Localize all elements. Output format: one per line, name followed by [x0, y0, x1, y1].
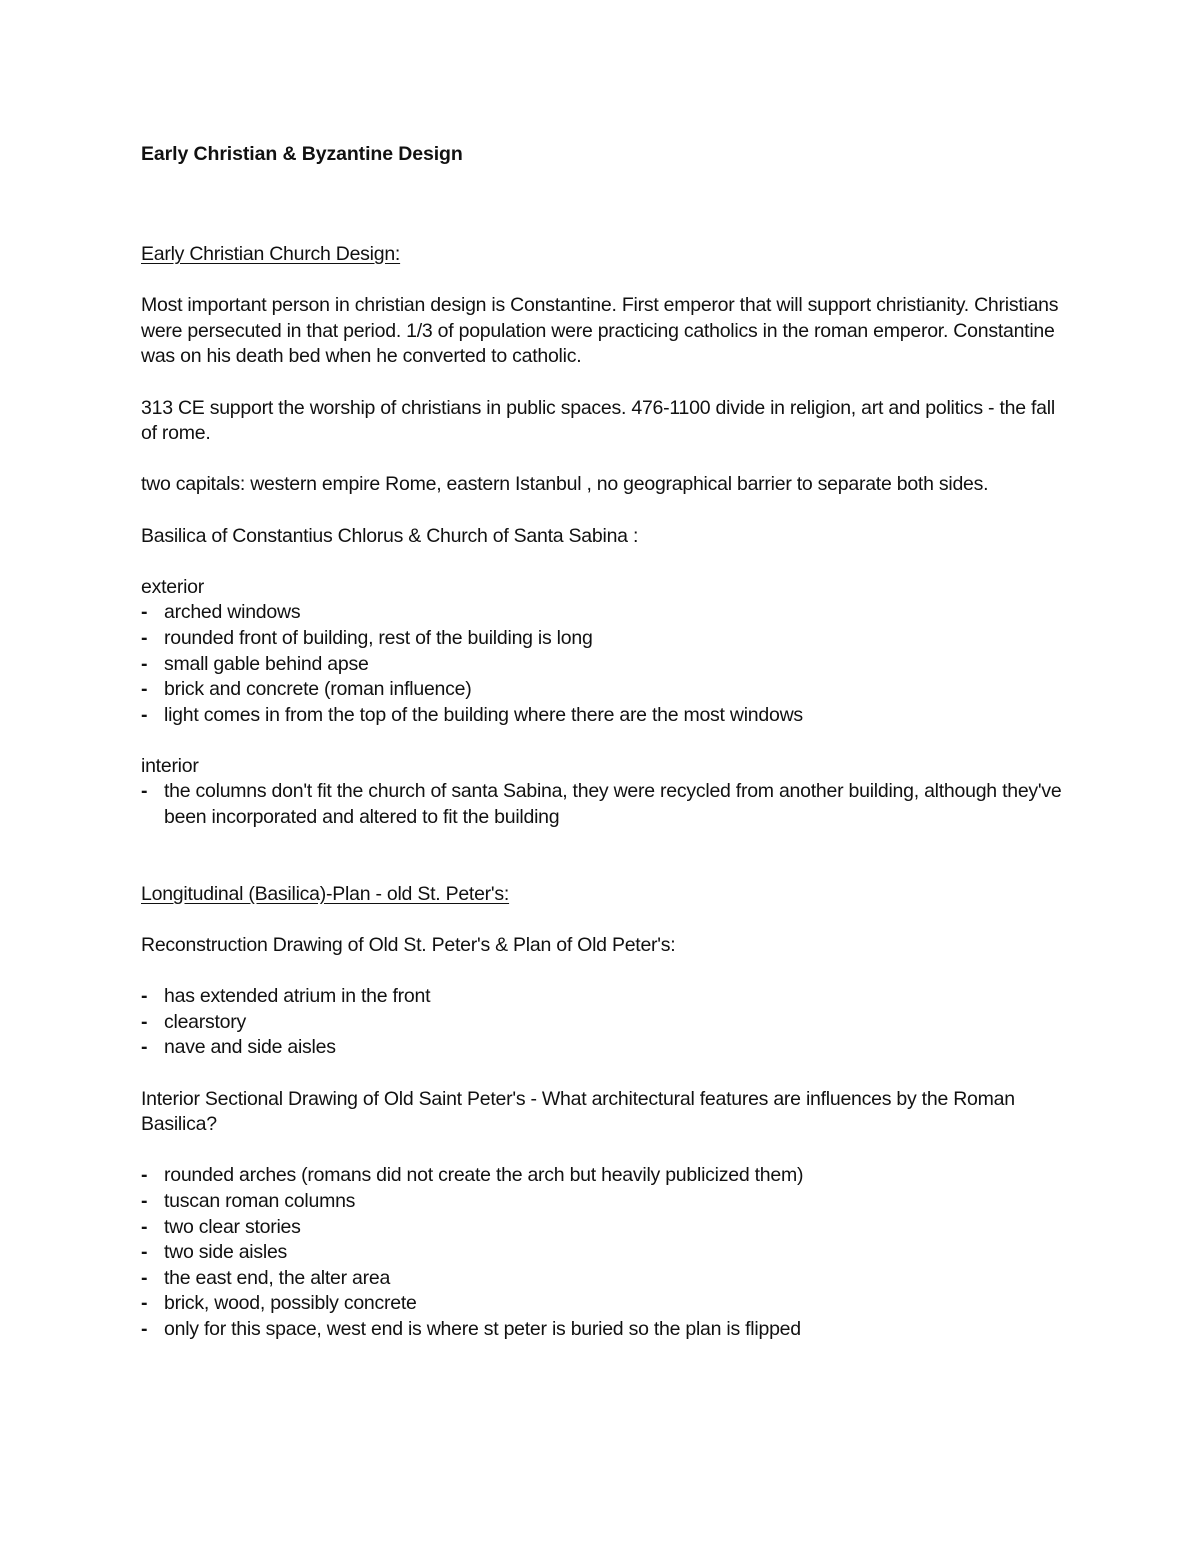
dash-bullet: -	[141, 601, 148, 624]
list-item: - clearstory	[141, 1010, 1071, 1036]
dash-bullet: -	[141, 1266, 148, 1289]
exterior-list	[141, 600, 1071, 728]
interior-label: interior	[141, 754, 199, 777]
list-item: - two side aisles	[141, 1240, 1071, 1266]
section-heading-early-christian: Early Christian Church Design:	[141, 243, 401, 265]
dash-bullet: -	[141, 678, 148, 701]
paragraph-interior-sectional: Interior Sectional Drawing of Old Saint Peter's - What architectural features are influences by the Roman Basilica?	[141, 1087, 1015, 1136]
exterior-label: exterior	[141, 575, 205, 598]
list-item: - the east end, the alter area	[141, 1266, 1071, 1292]
paragraph-reconstruction-drawing: Reconstruction Drawing of Old St. Peter's & Plan of Old Peter's:	[141, 934, 676, 957]
dash-bullet: -	[141, 652, 148, 675]
dash-bullet: -	[141, 780, 148, 803]
list-item: - the columns don't fit the church of santa Sabina, they were recycled from another building, although they've been incorporated and altered to fit the building	[141, 780, 1062, 829]
list-item: - light comes in from the top of the building where there are the most windows	[141, 703, 1071, 729]
list-item: - tuscan roman columns	[141, 1189, 1071, 1215]
list-item: - brick and concrete (roman influence)	[141, 677, 1071, 703]
dash-bullet: -	[141, 1241, 148, 1264]
interior-list	[141, 779, 1071, 830]
list-item: - small gable behind apse	[141, 652, 1071, 678]
dash-bullet: -	[141, 1292, 148, 1315]
list-item: - only for this space, west end is where st peter is buried so the plan is flipped	[141, 1317, 1071, 1343]
list-item: - has extended atrium in the front	[141, 984, 1071, 1010]
dash-bullet: -	[141, 1317, 148, 1340]
list-item: - rounded arches (romans did not create the arch but heavily publicized them)	[141, 1163, 1071, 1189]
dash-bullet: -	[141, 985, 148, 1008]
roman-influence-list	[141, 1163, 1071, 1342]
list-item: - rounded front of building, rest of the building is long	[141, 626, 1071, 652]
section-heading-old-st-peters: Longitudinal (Basilica)-Plan - old St. Peter's:	[141, 882, 510, 905]
dash-bullet: -	[141, 1215, 148, 1238]
dash-bullet: -	[141, 1010, 148, 1033]
paragraph-basilica-santa-sabina: Basilica of Constantius Chlorus & Church of Santa Sabina :	[141, 524, 639, 547]
dash-bullet: -	[141, 1164, 148, 1187]
paragraph-313-ce: 313 CE support the worship of christians in public spaces. 476-1100 divide in religion, art and politics - the fall of rome.	[141, 396, 1055, 445]
list-item: - two clear stories	[141, 1215, 1071, 1241]
list-item: - nave and side aisles	[141, 1035, 1071, 1061]
list-item: - brick, wood, possibly concrete	[141, 1291, 1071, 1317]
paragraph-constantine: Most important person in christian design is Constantine. First emperor that will support christianity. Christians were persecuted in that period. 1/3 of population were practicing catholics in the roman emperor. Constantine was on his death bed when he converted to catholic.	[141, 294, 1059, 368]
document-body	[141, 141, 1071, 1343]
dash-bullet: -	[141, 703, 148, 726]
list-item: - arched windows	[141, 600, 1071, 626]
reconstruction-list	[141, 984, 1071, 1061]
paragraph-two-capitals: two capitals: western empire Rome, eastern Istanbul , no geographical barrier to separate both sides.	[141, 473, 989, 496]
dash-bullet: -	[141, 626, 148, 649]
document-title: Early Christian & Byzantine Design	[141, 143, 463, 165]
dash-bullet: -	[141, 1036, 148, 1059]
dash-bullet: -	[141, 1189, 148, 1212]
